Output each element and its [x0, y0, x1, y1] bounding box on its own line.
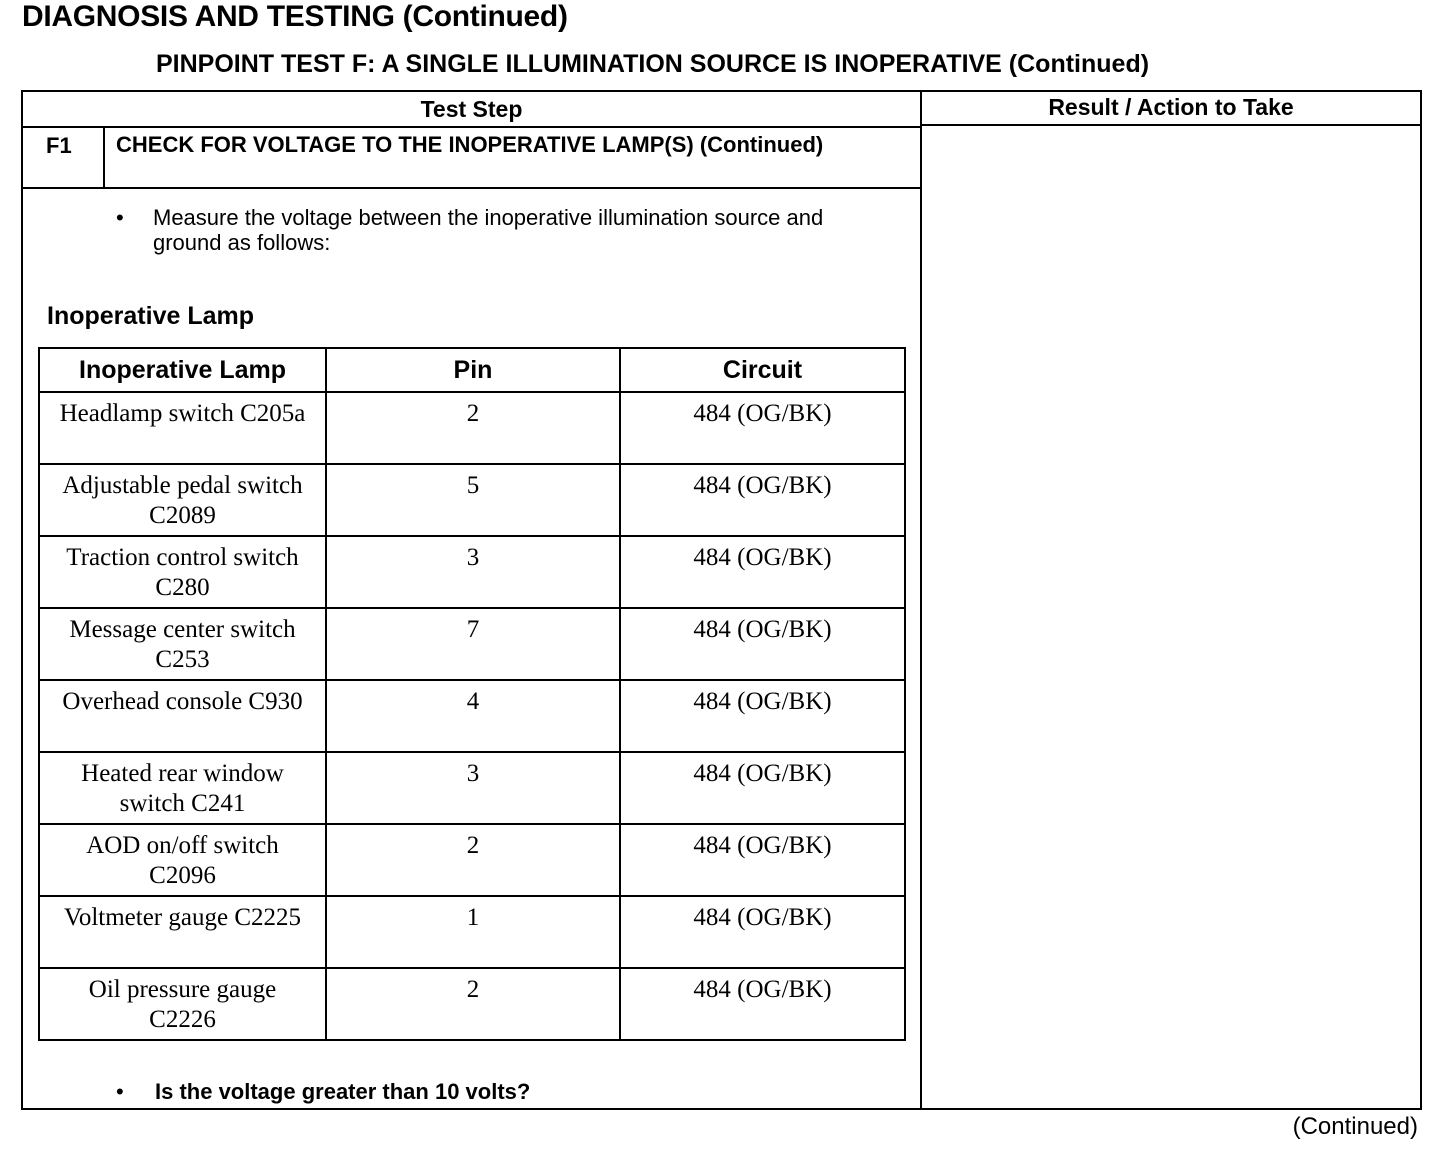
lamp-cell: Heated rear window switch C241: [39, 752, 326, 824]
pin-cell: 3: [326, 752, 620, 824]
table-header-row: [39, 348, 905, 392]
column-header-pin: Pin: [326, 348, 620, 392]
lamp-cell: Oil pressure gauge C2226: [39, 968, 326, 1040]
header-result-action: Result / Action to Take: [1048, 94, 1294, 120]
circuit-cell: 484 (OG/BK): [620, 680, 905, 752]
pinpoint-test-title: PINPOINT TEST F: A SINGLE ILLUMINATION SOURCE IS INOPERATIVE (Continued): [156, 50, 1150, 78]
table-row: [39, 752, 905, 824]
circuit-cell: 484 (OG/BK): [620, 752, 905, 824]
bullet-marker: •: [116, 205, 124, 230]
lamp-cell: Traction control switch C280: [39, 536, 326, 608]
column-header-lamp: Inoperative Lamp: [39, 348, 326, 392]
pin-cell: 2: [326, 392, 620, 464]
step-title: CHECK FOR VOLTAGE TO THE INOPERATIVE LAMP(S) (Continued): [116, 132, 824, 157]
table-row: [39, 680, 905, 752]
table-row: [39, 536, 905, 608]
pin-cell: 1: [326, 896, 620, 968]
table-row: [39, 896, 905, 968]
pin-cell: 7: [326, 608, 620, 680]
lamp-cell: Message center switch C253: [39, 608, 326, 680]
step-id-divider: [103, 128, 105, 188]
circuit-cell: 484 (OG/BK): [620, 608, 905, 680]
pin-cell: 4: [326, 680, 620, 752]
step-id: F1: [46, 133, 72, 158]
table-row: [39, 464, 905, 536]
step-title-divider: [21, 187, 922, 189]
page-title: DIAGNOSIS AND TESTING (Continued): [22, 0, 568, 33]
pin-cell: 2: [326, 968, 620, 1040]
pin-cell: 5: [326, 464, 620, 536]
table-row: [39, 824, 905, 896]
lamp-table: [38, 347, 906, 1041]
lamp-cell: Voltmeter gauge C2225: [39, 896, 326, 968]
circuit-cell: 484 (OG/BK): [620, 464, 905, 536]
question-bullet-marker: •: [116, 1079, 124, 1104]
pin-cell: 3: [326, 536, 620, 608]
question-text: Is the voltage greater than 10 volts?: [155, 1079, 531, 1104]
lamp-cell: Adjustable pedal switch C2089: [39, 464, 326, 536]
column-divider: [920, 90, 922, 1110]
lamp-cell: Overhead console C930: [39, 680, 326, 752]
lamp-cell: Headlamp switch C205a: [39, 392, 326, 464]
circuit-cell: 484 (OG/BK): [620, 536, 905, 608]
header-divider-left: [21, 126, 922, 128]
header-divider-right: [922, 124, 1422, 126]
circuit-cell: 484 (OG/BK): [620, 824, 905, 896]
continued-note: (Continued): [1292, 1113, 1418, 1140]
instruction-text: Measure the voltage between the inoperative illumination source and ground as follows:: [153, 205, 824, 255]
circuit-cell: 484 (OG/BK): [620, 392, 905, 464]
column-header-circuit: Circuit: [620, 348, 905, 392]
table-row: [39, 968, 905, 1040]
circuit-cell: 484 (OG/BK): [620, 896, 905, 968]
section-heading: Inoperative Lamp: [47, 302, 254, 330]
lamp-cell: AOD on/off switch C2096: [39, 824, 326, 896]
pin-cell: 2: [326, 824, 620, 896]
circuit-cell: 484 (OG/BK): [620, 968, 905, 1040]
header-test-step: Test Step: [420, 96, 523, 122]
table-row: [39, 392, 905, 464]
table-row: [39, 608, 905, 680]
